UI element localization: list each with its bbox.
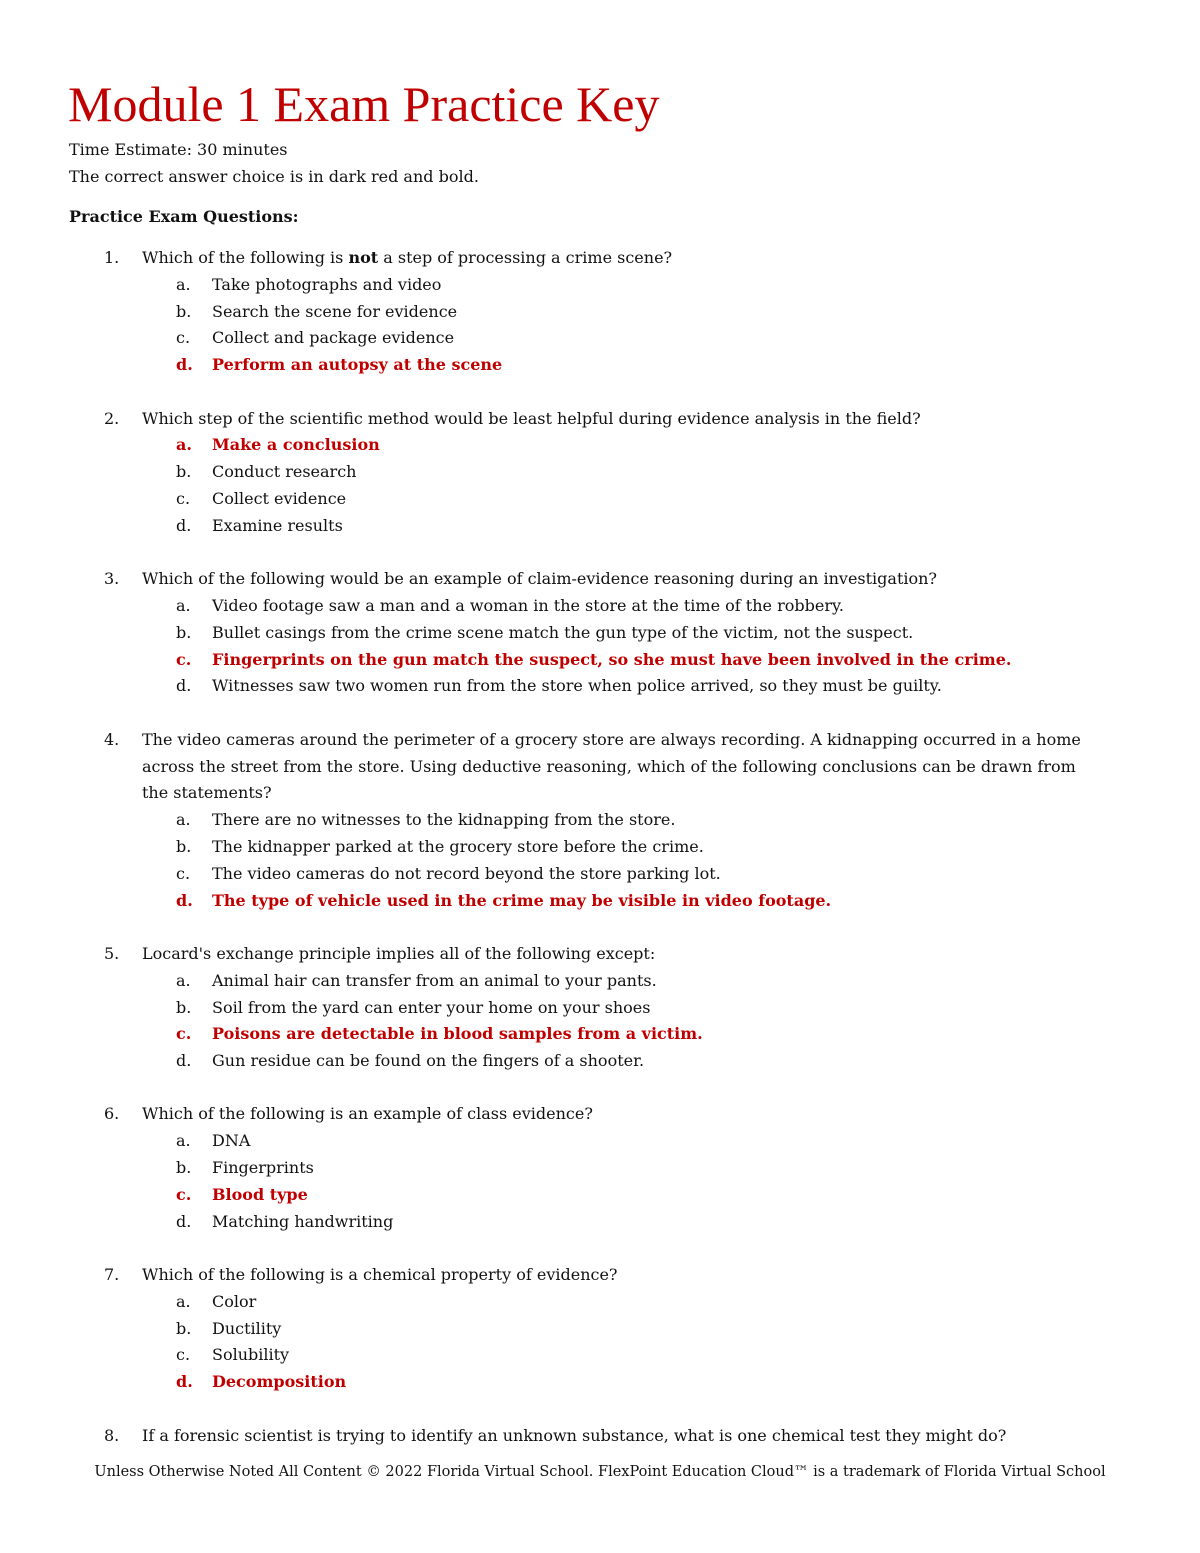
choice-letter: b.: [176, 1318, 192, 1338]
question-list: [0, 245, 1200, 1476]
question-text-part: a step of processing a crime scene?: [378, 248, 673, 267]
page-footer: Unless Otherwise Noted All Content © 2022 Florida Virtual School. FlexPoint Education Cloud™ is a trademark of Florida Virtual School: [94, 1464, 1106, 1480]
question-item: [0, 941, 1200, 1075]
choice-text: The kidnapper parked at the grocery store before the crime.: [212, 836, 704, 856]
answer-choice: [0, 272, 1200, 299]
answer-choice: [0, 1048, 1200, 1075]
answer-choice: [0, 995, 1200, 1022]
answer-choice: [0, 486, 1200, 513]
answer-choice: [0, 968, 1200, 995]
choice-letter: c.: [176, 1345, 191, 1365]
question-text: Which of the following is a chemical property of evidence?: [142, 1265, 618, 1285]
choice-letter: d.: [176, 676, 192, 696]
answer-choice: [0, 1182, 1200, 1209]
choice-list: [0, 272, 1200, 379]
question-text: [0, 245, 1092, 272]
question-item: [0, 727, 1200, 915]
question-text: Locard's exchange principle implies all of the following except:: [142, 943, 656, 963]
choice-letter: a.: [176, 970, 191, 990]
choice-letter: a.: [176, 1131, 191, 1151]
choice-text: Ductility: [212, 1318, 282, 1338]
choice-text: Take photographs and video: [212, 274, 442, 294]
choice-list: [0, 593, 1200, 700]
choice-text: Decomposition: [212, 1372, 347, 1392]
choice-text: Color: [212, 1291, 257, 1311]
choice-text: Animal hair can transfer from an animal to your pants.: [212, 970, 657, 990]
choice-letter: a.: [176, 274, 191, 294]
question-item: [0, 245, 1200, 379]
question-item: [0, 566, 1200, 700]
question-number: 1.: [104, 248, 120, 267]
document-meta: [69, 136, 479, 190]
answer-choice: [0, 647, 1200, 674]
choice-text: Poisons are detectable in blood samples from a victim.: [212, 1024, 703, 1044]
answer-choice: [0, 807, 1200, 834]
choice-letter: a.: [176, 1291, 191, 1311]
choice-letter: d.: [176, 1051, 192, 1071]
choice-text: Soil from the yard can enter your home on your shoes: [212, 997, 651, 1017]
choice-letter: a.: [176, 810, 191, 830]
answer-choice: [0, 352, 1200, 379]
question-item: [0, 1101, 1200, 1235]
choice-letter: b.: [176, 836, 192, 856]
question-text: Which step of the scientific method would be least helpful during evidence analysis in the field?: [142, 408, 921, 428]
choice-letter: b.: [176, 997, 192, 1017]
choice-letter: c.: [176, 1184, 192, 1204]
answer-choice: [0, 1369, 1200, 1396]
page-title: Module 1 Exam Practice Key: [68, 76, 660, 132]
choice-text: Witnesses saw two women run from the store when police arrived, so they must be guilty.: [212, 676, 942, 696]
question-text: Which of the following would be an example of claim-evidence reasoning during an investigation?: [142, 569, 938, 589]
question-number: 5.: [104, 943, 120, 963]
choice-letter: b.: [176, 622, 192, 642]
section-heading: Practice Exam Questions:: [69, 207, 299, 226]
choice-text: There are no witnesses to the kidnapping from the store.: [212, 810, 676, 830]
answer-choice: [0, 834, 1200, 861]
choice-text: Video footage saw a man and a woman in the store at the time of the robbery.: [212, 595, 844, 615]
question-item: [0, 1423, 1200, 1450]
choice-letter: d.: [176, 355, 193, 375]
question-text: If a forensic scientist is trying to identify an unknown substance, what is one chemical test they might do?: [142, 1425, 1007, 1445]
choice-letter: d.: [176, 515, 192, 535]
choice-text: Examine results: [212, 515, 343, 535]
choice-text: Solubility: [212, 1345, 290, 1365]
question-number: 7.: [104, 1265, 120, 1285]
choice-text: The video cameras do not record beyond the store parking lot.: [212, 863, 721, 883]
question-number: 8.: [104, 1425, 120, 1445]
answer-choice: [0, 1155, 1200, 1182]
choice-letter: c.: [176, 863, 191, 883]
choice-letter: b.: [176, 1158, 192, 1178]
choice-text: Gun residue can be found on the fingers of a shooter.: [212, 1051, 645, 1071]
choice-letter: a.: [176, 435, 192, 455]
choice-letter: c.: [176, 1024, 192, 1044]
question-number: 3.: [104, 569, 120, 589]
answer-choice: [0, 432, 1200, 459]
choice-letter: d.: [176, 1372, 193, 1392]
choice-letter: d.: [176, 1211, 192, 1231]
choice-text: Matching handwriting: [212, 1211, 394, 1231]
question-item: [0, 1262, 1200, 1396]
choice-list: [0, 968, 1200, 1075]
choice-list: [0, 1289, 1200, 1396]
answer-choice: [0, 1021, 1200, 1048]
choice-text: The type of vehicle used in the crime may be visible in video footage.: [212, 890, 832, 910]
question-text: Which of the following is an example of class evidence?: [142, 1104, 593, 1124]
choice-text: DNA: [212, 1131, 251, 1151]
answer-choice: [0, 299, 1200, 326]
choice-text: Collect evidence: [212, 488, 347, 508]
answer-choice: [0, 593, 1200, 620]
choice-list: [0, 432, 1200, 539]
answer-choice: [0, 1209, 1200, 1236]
choice-text: Blood type: [212, 1184, 308, 1204]
instructions-text: The correct answer choice is in dark red and bold.: [69, 167, 479, 186]
choice-letter: a.: [176, 595, 191, 615]
answer-choice: [0, 1342, 1200, 1369]
choice-text: Search the scene for evidence: [212, 301, 458, 321]
answer-choice: [0, 513, 1200, 540]
choice-letter: c.: [176, 649, 192, 669]
answer-choice: [0, 620, 1200, 647]
choice-list: [0, 1128, 1200, 1235]
choice-list: [0, 807, 1200, 914]
choice-text: Fingerprints on the gun match the suspect, so she must have been involved in the crime.: [212, 649, 1012, 669]
answer-choice: [0, 1316, 1200, 1343]
answer-choice: [0, 888, 1200, 915]
question-text: The video cameras around the perimeter of a grocery store are always recording. A kidnapping occurred in a home across the street from the store. Using deductive reasoning, which of the following conclusions can be drawn from the statements?: [142, 729, 1081, 803]
choice-text: Perform an autopsy at the scene: [212, 355, 503, 375]
answer-choice: [0, 1128, 1200, 1155]
question-number: 4.: [104, 729, 120, 749]
answer-choice: [0, 673, 1200, 700]
question-number: 6.: [104, 1104, 120, 1124]
choice-letter: d.: [176, 890, 193, 910]
question-item: [0, 406, 1200, 540]
choice-text: Bullet casings from the crime scene match the gun type of the victim, not the suspect.: [212, 622, 914, 642]
answer-choice: [0, 1289, 1200, 1316]
question-text-emphasis: not: [348, 248, 379, 267]
choice-text: Collect and package evidence: [212, 328, 455, 348]
choice-letter: b.: [176, 301, 192, 321]
question-text-part: Which of the following is: [142, 248, 349, 267]
answer-choice: [0, 861, 1200, 888]
choice-letter: c.: [176, 488, 191, 508]
answer-choice: [0, 459, 1200, 486]
question-number: 2.: [104, 408, 120, 428]
choice-text: Fingerprints: [212, 1158, 314, 1178]
choice-text: Make a conclusion: [212, 435, 380, 455]
choice-letter: b.: [176, 462, 192, 482]
choice-letter: c.: [176, 328, 191, 348]
choice-text: Conduct research: [212, 462, 357, 482]
time-estimate: Time Estimate: 30 minutes: [69, 140, 288, 159]
answer-choice: [0, 325, 1200, 352]
